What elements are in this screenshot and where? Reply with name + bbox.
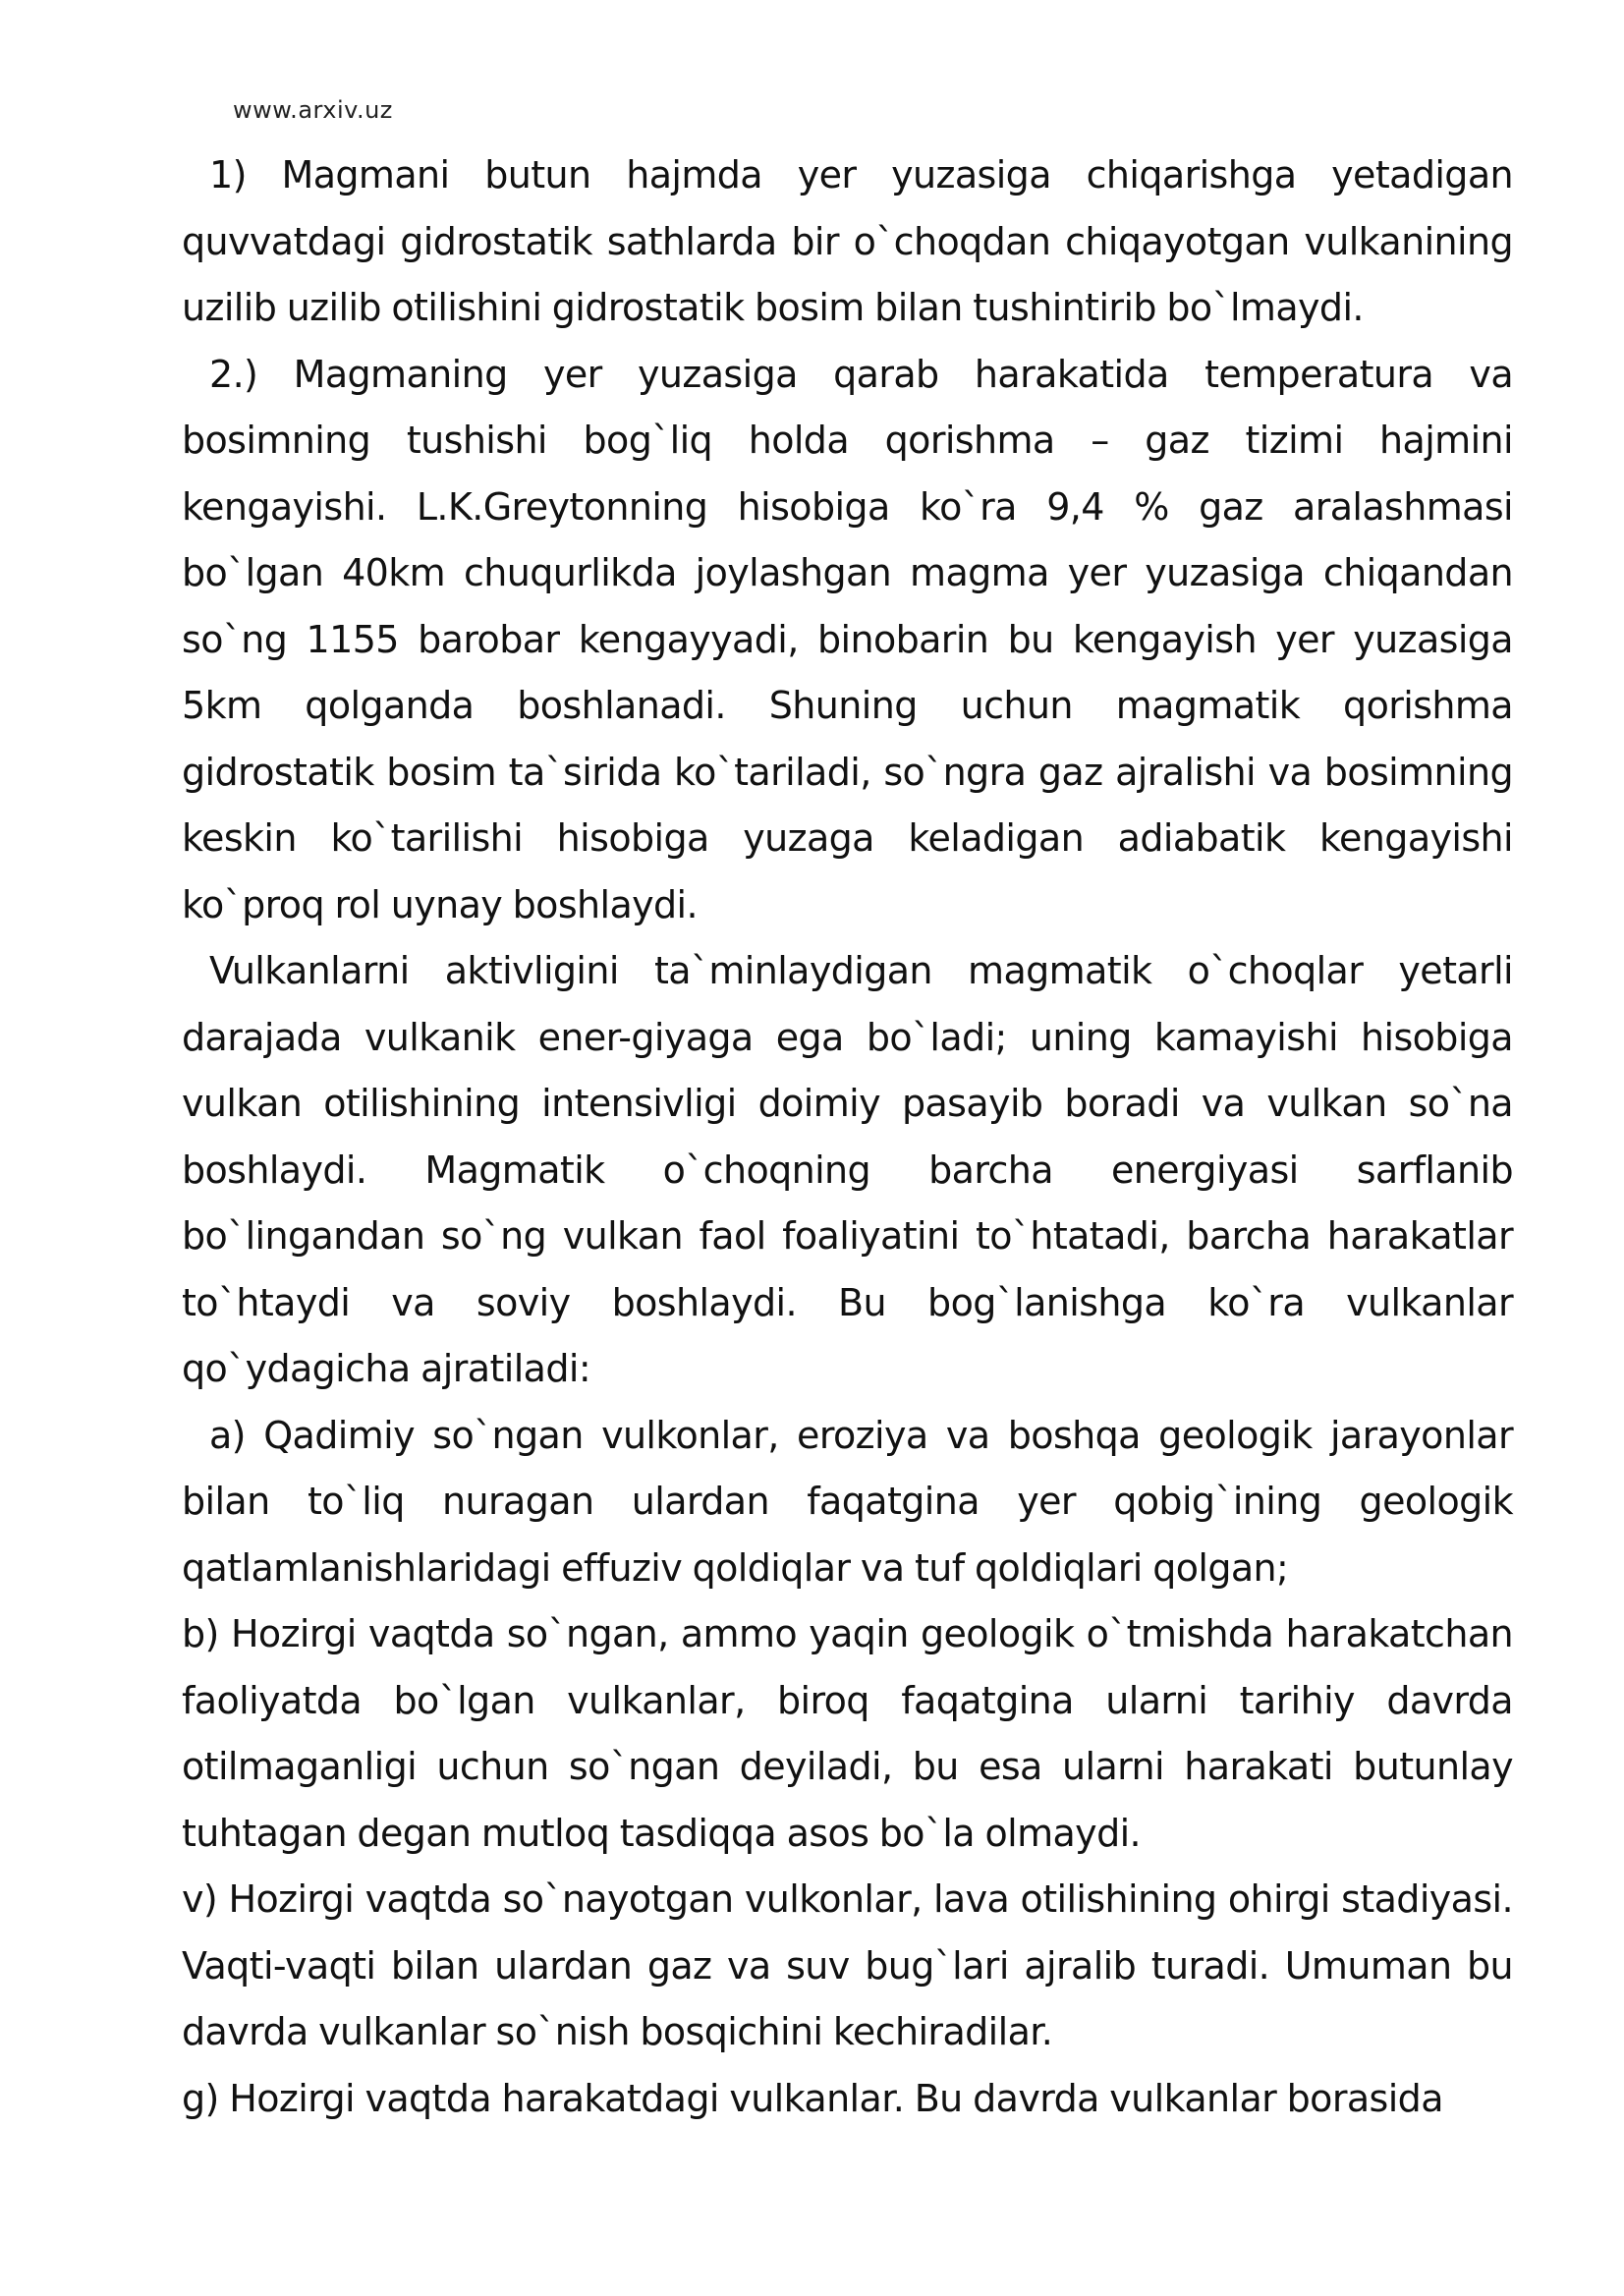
paragraph-2: 2.) Magmaning yer yuzasiga qarab harakatida temperatura va bosimning tushishi bog`liq holda qorishma – gaz tizimi hajmini kengayishi. L.K.Greytonning hisobiga ko`ra 9,4 % gaz aralashmasi bo`lgan 40km chuqurlikda joylashgan magma yer yuzasiga chiqandan so`ng 1155 barobar kengayyadi, binobarin bu kengayish yer yuzasiga 5km qolganda boshlanadi. Shuning uchun magmatik qorishma gidrostatik bosim ta`sirida ko`tariladi, so`ngra gaz ajralishi va bosimning keskin ko`tarilishi hisobiga yuzaga keladigan adiabatik kengayishi ko`proq rol uynay boshlaydi.	[182, 352, 1513, 926]
site-url: www.arxiv.uz	[233, 96, 393, 124]
paragraph-3: Vulkanlarni aktivligini ta`minlaydigan magmatik o`choqlar yetarli darajada vulkanik ener-giyaga ega bo`ladi; uning kamayishi hisobiga vulkan otilishining intensivligi doimiy pasayib boradi va vulkan so`na boshlaydi. Magmatik o`choqning barcha energiyasi sarflanib bo`lingandan so`ng vulkan faol foaliyatini to`htatadi, barcha harakatlar to`htaydi va soviy boshlaydi. Bu bog`lanishga ko`ra vulkanlar qo`ydagicha ajratiladi:	[182, 949, 1513, 1390]
paragraph-a: a) Qadimiy so`ngan vulkonlar, eroziya va boshqa geologik jarayonlar bilan to`liq nuragan ulardan faqatgina yer qobig`ining geologik qatlamlanishlaridagi effuziv qoldiqlar va tuf qoldiqlari qolgan;	[182, 1413, 1513, 1590]
paragraph-g: g) Hozirgi vaqtda harakatdagi vulkanlar. Bu davrda vulkanlar borasida	[182, 2076, 1443, 2120]
paragraph-v: v) Hozirgi vaqtda so`nayotgan vulkonlar, lava otilishining ohirgi stadiyasi. Vaqti-vaqti bilan ulardan gaz va suv bug`lari ajralib turadi. Umuman bu davrda vulkanlar so`nish bosqichini kechiradilar.	[182, 1877, 1513, 2053]
paragraph-b: b) Hozirgi vaqtda so`ngan, ammo yaqin geologik o`tmishda harakatchan faoliyatda bo`lgan vulkanlar, biroq faqatgina ularni tarihiy davrda otilmaganligi uchun so`ngan deyiladi, bu esa ularni harakati butunlay tuhtagan degan mutloq tasdiqqa asos bo`la olmaydi.	[182, 1612, 1513, 1855]
document-body	[182, 142, 1513, 2132]
paragraph-1: 1) Magmani butun hajmda yer yuzasiga chiqarishga yetadigan quvvatdagi gidrostatik sathlarda bir o`choqdan chiqayotgan vulkanining uzilib uzilib otilishini gidrostatik bosim bilan tushintirib bo`lmaydi.	[182, 153, 1513, 329]
